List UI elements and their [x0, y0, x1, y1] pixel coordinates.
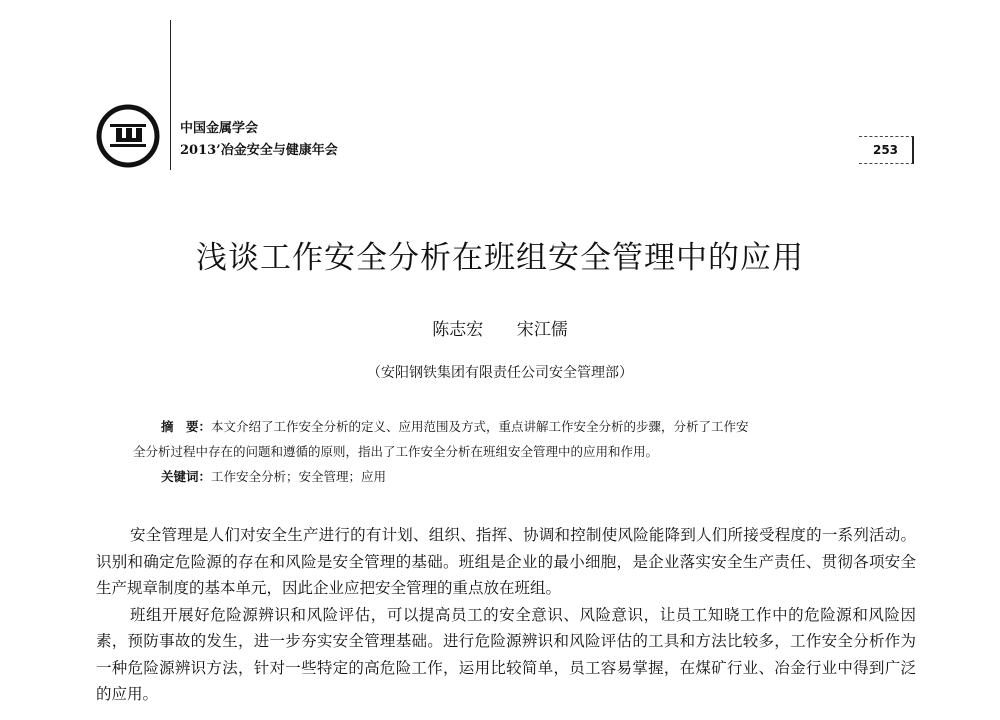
abstract-text-1: 本文介绍了工作安全分析的定义、应用范围及方式，重点讲解工作安全分析的步骤，分析了工作安 [211, 419, 749, 434]
org-name: 中国金属学会 [180, 121, 259, 136]
author-affiliation: （安阳钢铁集团有限责任公司安全管理部） [367, 365, 633, 381]
header-text [180, 118, 338, 162]
society-logo-icon [96, 104, 160, 168]
author-list [0, 315, 1000, 340]
abstract-line-1 [133, 414, 893, 439]
body-paragraph-1: 安全管理是人们对安全生产进行的有计划、组织、指挥、协调和控制使风险能降到人们所接受程度的一系列活动。识别和确定危险源的存在和风险是安全管理的基础。班组是企业的最小细胞，是企业落实安全生产责任、贯彻各项安全生产规章制度的基本单元，因此企业应把安全管理的重点放在班组。 [96, 526, 916, 597]
page-number-box: 253 [859, 136, 914, 164]
society-logo [96, 104, 160, 168]
abstract-line-2: 全分析过程中存在的问题和遵循的原则，指出了工作安全分析在班组安全管理中的应用和作用。 [133, 444, 659, 459]
conference-name: 2013’冶金安全与健康年会 [180, 143, 338, 158]
abstract [133, 414, 893, 464]
article-title: 浅谈工作安全分析在班组安全管理中的应用 [196, 240, 804, 276]
abstract-label: 摘 要： [161, 419, 212, 434]
author-name: 陈志宏 [432, 320, 484, 340]
author-name: 宋江儒 [516, 320, 568, 340]
body-paragraph-2: 班组开展好危险源辨识和风险评估，可以提高员工的安全意识、风险意识，让员工知晓工作中的危险源和风险因素，预防事故的发生，进一步夯实安全管理基础。进行危险源辨识和风险评估的工具和方法比较多，工作安全分析作为一种危险源辨识方法，针对一些特定的高危险工作，运用比较简单，员工容易掌握，在煤矿行业、冶金行业中得到广泛的应用。 [96, 605, 916, 703]
article-body [96, 522, 916, 708]
keywords-label: 关键词： [161, 469, 212, 484]
header-divider-line [170, 20, 171, 170]
keywords-text: 工作安全分析；安全管理；应用 [211, 469, 387, 484]
keywords [161, 467, 386, 485]
